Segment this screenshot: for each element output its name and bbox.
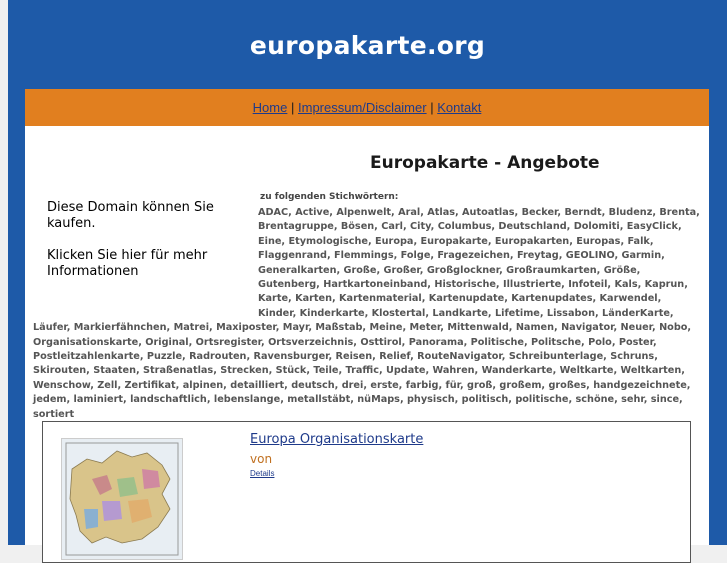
product-details-link[interactable]: Details	[250, 469, 275, 478]
product-title-link[interactable]: Europa Organisationskarte	[250, 432, 424, 447]
nav-impressum-link[interactable]: Impressum/Disclaimer	[298, 100, 427, 115]
nav-separator: |	[290, 100, 295, 115]
europe-map-icon	[62, 439, 182, 559]
page-frame	[8, 0, 727, 545]
navbar	[25, 89, 709, 126]
nav-kontakt-link[interactable]: Kontakt	[437, 100, 482, 115]
nav-separator: |	[430, 100, 434, 115]
main-content	[25, 126, 709, 545]
product-card	[42, 421, 691, 563]
keywords-intro: zu folgenden Stichwörtern:	[260, 192, 399, 202]
domain-offer-line1[interactable]: Diese Domain können Sie kaufen.	[47, 200, 214, 231]
europe-map-thumbnail[interactable]	[61, 438, 183, 560]
page-headline: Europakarte - Angebote	[370, 153, 600, 173]
product-author: von	[250, 452, 273, 466]
site-title: europakarte.org	[249, 31, 486, 60]
domain-offer-line2[interactable]: Klicken Sie hier für mehr Informationen	[47, 248, 208, 279]
nav-home-link[interactable]: Home	[252, 100, 288, 115]
keywords-text: ADAC, Active, Alpenwelt, Aral, Atlas, Autoatlas, Becker, Berndt, Bludenz, Brenta, Brentagruppe, Bösen, Carl, City, Columbus, Deutschland, Dolomiti, EasyClick, Eine, Etymologische, Europa, Europakarte, Europakarten, Europas, Falk, Flaggenrand, Flemmings, Folge, Fragezeichen, Freytag, GEOLINO, Garmin, Generalkarten, Große, Großer, Großglockner, Großraumkarten, Größe, Gutenberg, Hartkartoneinband, Historische, Illustrierte, Infoteil, Kals, Kaprun, Karte, Karten, Kartenmaterial, Kartenupdate, Kartenupdates, Karwendel, Kinder, Kinderkarte, Klostertal, Landkarte, Lifetime, Lissabon, LänderKarte, Läufer, Markierfähnchen, Matrei, Maxiposter, Mayr, Maßstab, Meine, Meter, Mittenwald, Namen, Navigator, Neuer, Nobo, Organisationskarte, Original, Ortsregister, Ortsverzeichnis, Osttirol, Panorama, Politische, Politsche, Polo, Poster, Postleitzahlenkarte, Puzzle, Radrouten, Ravensburger, Reisen, Relief, RouteNavigator, Schreibunterlage, Schruns, Skirouten, Staaten, Straßenatlas, Strecken, Stück, Teile, Traffic, Update, Wahren, Wanderkarte, Weltkarte, Weltkarten, Wenschow, Zell, Zertifikat, alpinen, detailliert, deutsch, drei, erste, farbig, für, groß, großem, großes, handgezeichnete, jedem, laminiert, landschaftlich, lebenslange, metallstäbt, nüMaps, physisch, politisch, politische, schöne, sehr, since, sortiert	[33, 207, 700, 420]
domain-offer-link[interactable]	[47, 200, 247, 296]
